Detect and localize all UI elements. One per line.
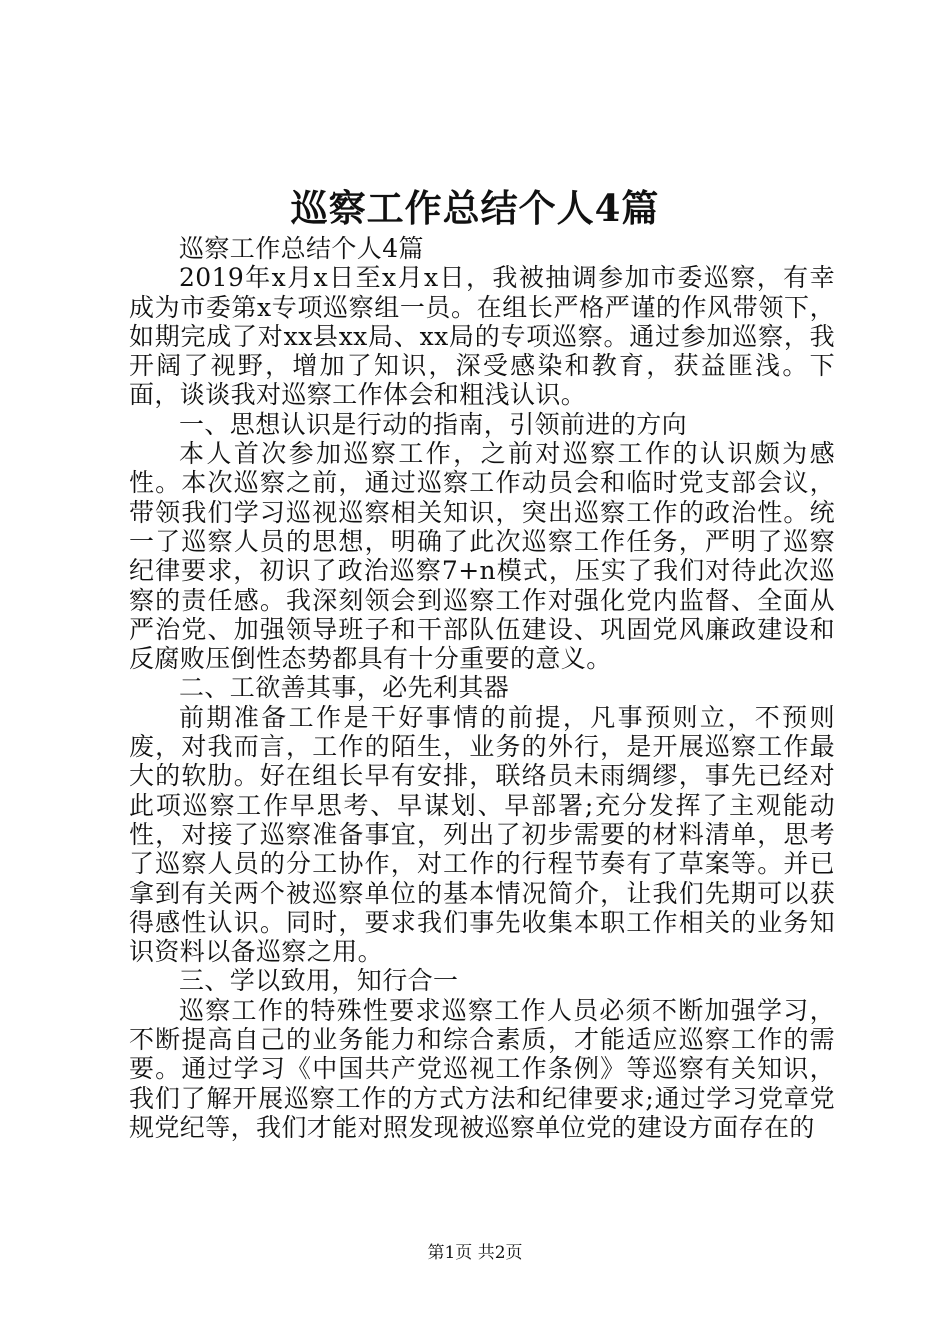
section-heading-3: 三、学以致用，知行合一	[179, 966, 459, 996]
page-footer: 第1页 共2页	[427, 1243, 523, 1263]
document-title: 巡察工作总结个人4篇	[290, 186, 660, 230]
intro-paragraph: 2019年x月x日至x月x日，我被抽调参加市委巡察，有幸成为市委第x专项巡察组一员。在组长严格严谨的作风带领下，如期完成了对xx县xx局、xx局的专项巡察。通过参加巡察，我开阔了视野，增加了知识，深受感染和教育，获益匪浅。下面，谈谈我对巡察工作体会和粗浅认识。	[129, 263, 835, 410]
section-2-paragraph: 前期准备工作是干好事情的前提，凡事预则立，不预则废，对我而言，工作的陌生，业务的外行，是开展巡察工作最大的软肋。好在组长早有安排，联络员未雨绸缪，事先已经对此项巡察工作早思考、早谋划、早部署;充分发挥了主观能动性，对接了巡察准备事宜，列出了初步需要的材料清单，思考了巡察人员的分工协作，对工作的行程节奏有了草案等。并已拿到有关两个被巡察单位的基本情况简介，让我们先期可以获得感性认识。同时，要求我们事先收集本职工作相关的业务知识资料以备巡察之用。	[129, 702, 835, 967]
section-heading-2: 二、工欲善其事，必先利其器	[179, 673, 510, 703]
section-3-paragraph: 巡察工作的特殊性要求巡察工作人员必须不断加强学习，不断提高自己的业务能力和综合素质，才能适应巡察工作的需要。通过学习《中国共产党巡视工作条例》等巡察有关知识，我们了解开展巡察工作的方式方法和纪律要求;通过学习党章党规党纪等，我们才能对照发现被巡察单位党的建设方面存在的	[129, 995, 835, 1142]
subtitle-paragraph: 巡察工作总结个人4篇	[179, 234, 424, 263]
section-1-paragraph: 本人首次参加巡察工作，之前对巡察工作的认识颇为感性。本次巡察之前，通过巡察工作动员会和临时党支部会议，带领我们学习巡视巡察相关知识，突出巡察工作的政治性。统一了巡察人员的思想，明确了此次巡察工作任务，严明了巡察纪律要求，初识了政治巡察7+n模式，压实了我们对待此次巡察的责任感。我深刻领会到巡察工作对强化党内监督、全面从严治党、加强领导班子和干部队伍建设、巩固党风廉政建设和反腐败压倒性态势都具有十分重要的意义。	[129, 439, 835, 674]
section-heading-1: 一、思想认识是行动的指南，引领前进的方向	[179, 409, 688, 439]
document-body	[129, 234, 835, 1142]
